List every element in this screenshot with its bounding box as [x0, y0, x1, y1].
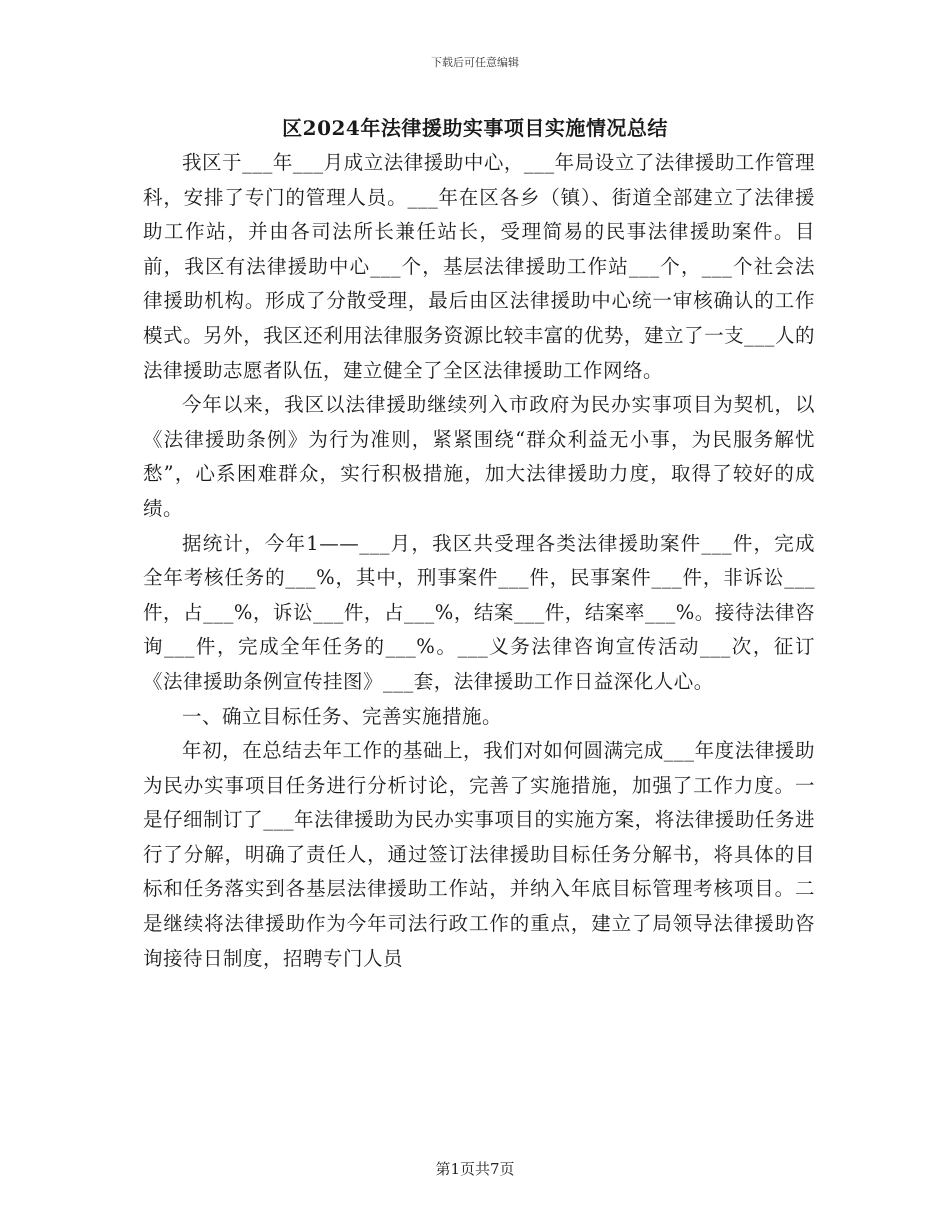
paragraph-statistics: 据统计，今年1——___月，我区共受理各类法律援助案件___件，完成全年考核任务的___%，其中，刑事案件___件，民事案件___件，非诉讼___件，占___%，诉讼___件，占___%，结案___件，结案率___%。接待法律咨询___件，完成全年任务的___%。___义务法律咨询宣传活动___次，征订《法律援助条例宣传挂图》___套，法律援助工作日益深化人心。	[143, 531, 815, 693]
document-title: 区2024年法律援助实事项目实施情况总结	[282, 116, 668, 140]
document-body	[143, 146, 815, 976]
page-number-footer: 第1页共7页	[435, 1160, 515, 1178]
paragraph-section-1: 年初，在总结去年工作的基础上，我们对如何圆满完成___年度法律援助为民办实事项目任务进行分析讨论，完善了实施措施，加强了工作力度。一是仔细制订了___年法律援助为民办实事项目的实施方案，将法律援助任务进行了分解，明确了责任人，通过签订法律援助目标任务分解书，将具体的目标和任务落实到各基层法律援助工作站，并纳入年底目标管理考核项目。二是继续将法律援助作为今年司法行政工作的重点，建立了局领导法律援助咨询接待日制度，招聘专门人员	[143, 739, 815, 970]
paragraph-intro: 我区于___年___月成立法律援助中心，___年局设立了法律援助工作管理科，安排了专门的管理人员。___年在区各乡（镇）、街道全部建立了法律援助工作站，并由各司法所长兼任站长，受理简易的民事法律援助案件。目前，我区有法律援助中心___个，基层法律援助工作站___个，___个社会法律援助机构。形成了分散受理，最后由区法律援助中心统一审核确认的工作模式。另外，我区还利用法律服务资源比较丰富的优势，建立了一支___人的法律援助志愿者队伍，建立健全了全区法律援助工作网络。	[143, 151, 815, 382]
paragraph-overview: 今年以来，我区以法律援助继续列入市政府为民办实事项目为契机，以《法律援助条例》为行为准则，紧紧围绕“群众利益无小事，为民服务解忧愁”，心系困难群众，实行积极措施，加大法律援助力度，取得了较好的成绩。	[143, 393, 815, 520]
header-note: 下载后可任意编辑	[431, 56, 519, 69]
section-heading-1: 一、确立目标任务、完善实施措施。	[182, 704, 503, 728]
